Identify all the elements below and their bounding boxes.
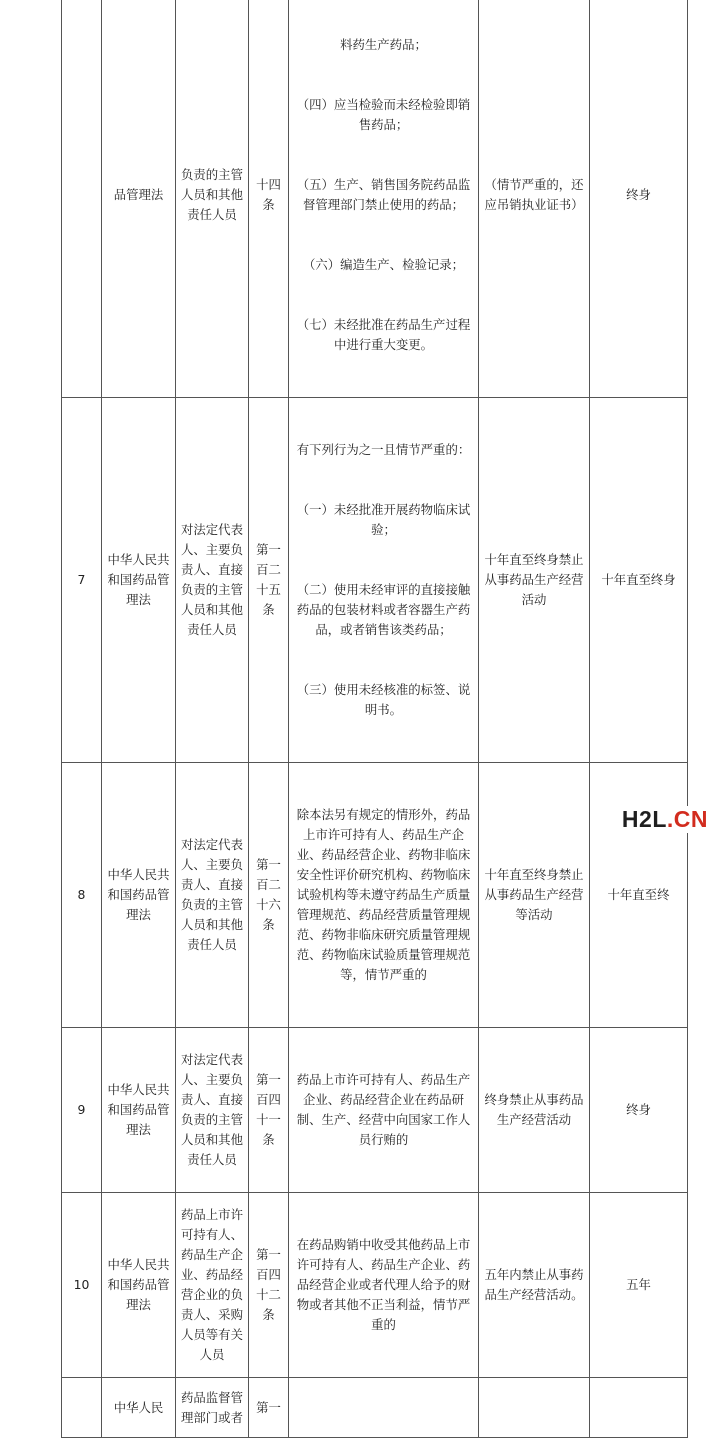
table-row [62, 0, 688, 398]
law-cell: 中华人民共和国药品管理法 [102, 1193, 176, 1378]
row-number-cell: 10 [62, 1193, 102, 1378]
site-watermark-logo [620, 806, 710, 833]
penalty-table [61, 0, 688, 1438]
row-number-cell [62, 1378, 102, 1438]
row-number-cell [62, 0, 102, 398]
acts-cell [289, 763, 479, 1028]
table-row [62, 763, 688, 1028]
act-line: （一）未经批准开展药物临床试验； [296, 502, 471, 537]
law-cell: 中华人民共和国药品管理法 [102, 1028, 176, 1193]
duration-cell: 五年 [590, 1193, 688, 1378]
table-row [62, 1378, 688, 1438]
act-line: 在药品购销中收受其他药品上市许可持有人、药品生产企业、药品经营企业或者代理人给予的财物或者其他不正当利益，情节严重的 [296, 1237, 471, 1332]
penalty-cell: 五年内禁止从事药品生产经营活动。 [479, 1193, 590, 1378]
table-row [62, 398, 688, 763]
table-row [62, 1028, 688, 1193]
act-line: （五）生产、销售国务院药品监督管理部门禁止使用的药品； [296, 177, 471, 212]
subject-cell: 负责的主管人员和其他责任人员 [176, 0, 249, 398]
acts-cell [289, 1378, 479, 1438]
act-line: （三）使用未经核准的标签、说明书。 [296, 682, 471, 717]
article-cell: 第一 [249, 1378, 289, 1438]
penalty-cell: 终身禁止从事药品生产经营活动 [479, 1028, 590, 1193]
article-cell: 第一百四十二条 [249, 1193, 289, 1378]
acts-cell [289, 0, 479, 398]
acts-cell [289, 1193, 479, 1378]
law-cell: 中华人民共和国药品管理法 [102, 398, 176, 763]
act-line: （二）使用未经审评的直接接触药品的包装材料或者容器生产药品，或者销售该类药品； [296, 582, 471, 637]
act-line: （六）编造生产、检验记录； [302, 257, 465, 272]
act-line: （七）未经批准在药品生产过程中进行重大变更。 [296, 317, 471, 352]
duration-cell: 十年直至终 [590, 763, 688, 1028]
act-line: 有下列行为之一且情节严重的： [296, 442, 471, 457]
article-cell: 第一百二十五条 [249, 398, 289, 763]
row-number-cell: 7 [62, 398, 102, 763]
subject-cell: 对法定代表人、主要负责人、直接负责的主管人员和其他责任人员 [176, 398, 249, 763]
penalty-cell [479, 1378, 590, 1438]
penalty-cell: 十年直至终身禁止从事药品生产经营等活动 [479, 763, 590, 1028]
act-line: 料药生产药品； [340, 37, 427, 52]
table-row [62, 1193, 688, 1378]
act-line: 药品上市许可持有人、药品生产企业、药品经营企业在药品研制、生产、经营中向国家工作人员行贿的 [296, 1072, 471, 1147]
law-cell: 品管理法 [102, 0, 176, 398]
row-number-cell: 8 [62, 763, 102, 1028]
penalty-cell: （情节严重的，还应吊销执业证书） [479, 0, 590, 398]
acts-cell [289, 398, 479, 763]
duration-cell: 终身 [590, 0, 688, 398]
subject-cell: 药品监督管理部门或者 [176, 1378, 249, 1438]
acts-cell [289, 1028, 479, 1193]
act-line: 除本法另有规定的情形外，药品上市许可持有人、药品生产企业、药品经营企业、药物非临床安全性评价研究机构、药物临床试验机构等未遵守药品生产质量管理规范、药品经营质量管理规范、药物非临床研究质量管理规范、药物临床试验质量管理规范等，情节严重的 [296, 807, 471, 982]
article-cell: 十四条 [249, 0, 289, 398]
duration-cell: 十年直至终身 [590, 398, 688, 763]
subject-cell: 对法定代表人、主要负责人、直接负责的主管人员和其他责任人员 [176, 1028, 249, 1193]
row-number-cell: 9 [62, 1028, 102, 1193]
act-line: （四）应当检验而未经检验即销售药品； [296, 97, 471, 132]
watermark-text-b: .CN [666, 806, 708, 832]
duration-cell: 终身 [590, 1028, 688, 1193]
law-cell: 中华人民共和国药品管理法 [102, 763, 176, 1028]
watermark-text-a: H2L [621, 806, 667, 832]
subject-cell: 对法定代表人、主要负责人、直接负责的主管人员和其他责任人员 [176, 763, 249, 1028]
article-cell: 第一百四十一条 [249, 1028, 289, 1193]
law-cell: 中华人民 [102, 1378, 176, 1438]
article-cell: 第一百二十六条 [249, 763, 289, 1028]
subject-cell: 药品上市许可持有人、药品生产企业、药品经营企业的负责人、采购人员等有关人员 [176, 1193, 249, 1378]
duration-cell [590, 1378, 688, 1438]
penalty-cell: 十年直至终身禁止从事药品生产经营活动 [479, 398, 590, 763]
